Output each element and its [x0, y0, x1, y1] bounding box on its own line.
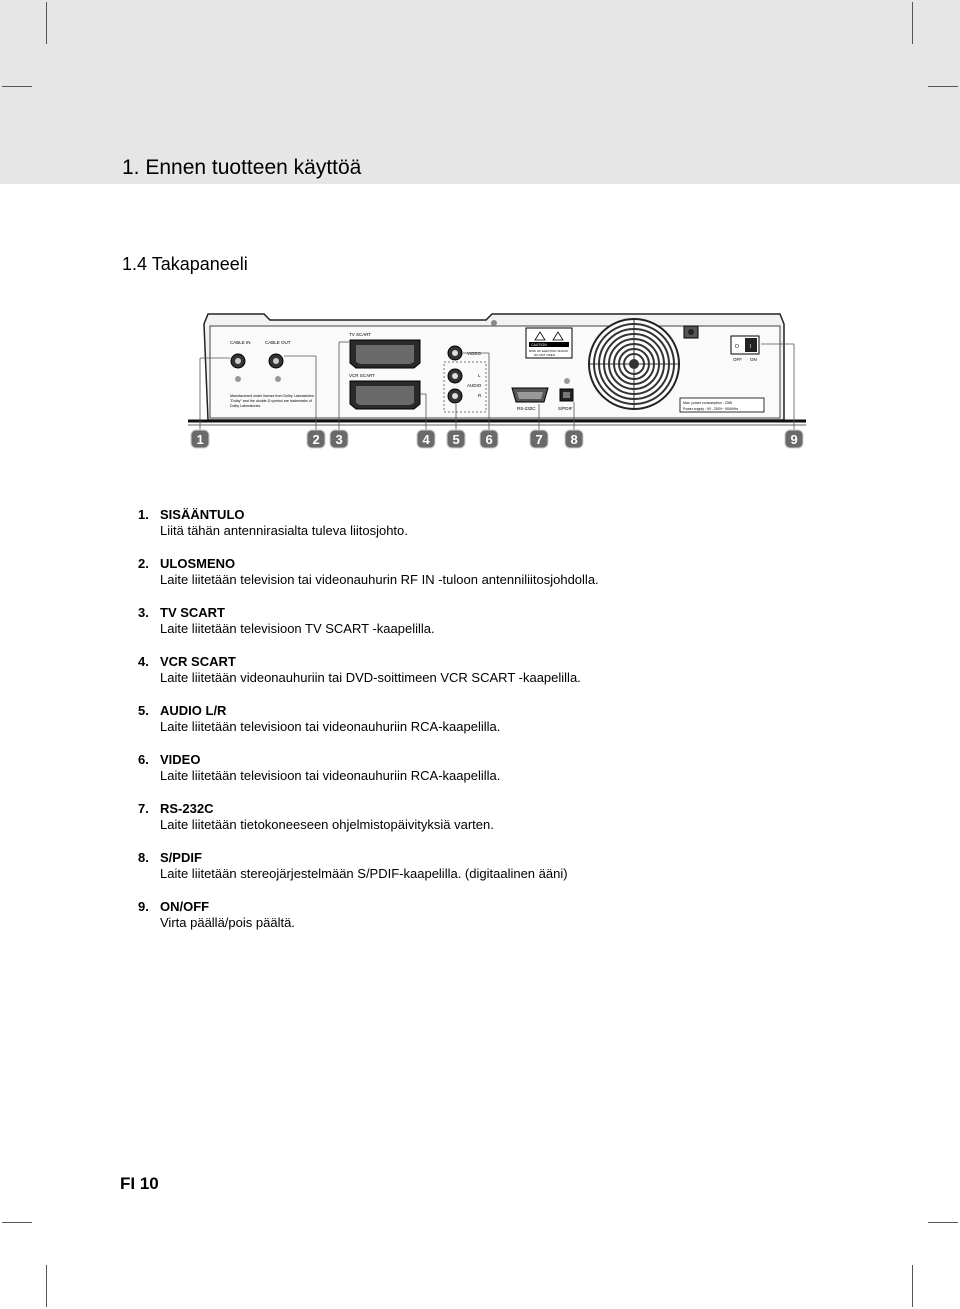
item-description: Laite liitetään televisioon TV SCART -kaapelilla. — [160, 621, 435, 636]
item-number: 3. — [138, 605, 149, 620]
svg-text:6: 6 — [485, 432, 493, 447]
cable-out-label: CABLE OUT — [265, 340, 291, 345]
dolby-notice-line: Manufactured under license from Dolby Laboratories. — [230, 394, 315, 398]
list-item — [138, 752, 898, 784]
svg-text:9: 9 — [790, 432, 798, 447]
svg-text:O: O — [735, 344, 739, 350]
svg-text:5: 5 — [452, 432, 460, 447]
callout-6 — [480, 430, 498, 448]
item-description: Laite liitetään televisioon tai videonauhuriin RCA-kaapelilla. — [160, 768, 501, 783]
callout-7 — [530, 430, 548, 448]
item-title: SISÄÄNTULO — [160, 507, 245, 522]
item-description: Laite liitetään videonauhuriin tai DVD-soittimeen VCR SCART -kaapelilla. — [160, 670, 581, 685]
caution-title: CAUTION — [531, 343, 547, 347]
item-description: Laite liitetään television tai videonauhurin RF IN -tuloon antenniliitosjohdolla. — [160, 572, 599, 587]
screw — [491, 320, 497, 326]
list-item — [138, 801, 898, 833]
item-title: ULOSMENO — [160, 556, 236, 571]
dolby-notice-line: Dolby Laboratories. — [230, 404, 262, 408]
page-number: FI 10 — [120, 1174, 159, 1193]
list-item — [138, 556, 898, 588]
item-description: Laite liitetään televisioon tai videonauhuriin RCA-kaapelilla. — [160, 719, 501, 734]
svg-text:3: 3 — [335, 432, 343, 447]
svg-text:2: 2 — [312, 432, 320, 447]
item-number: 1. — [138, 507, 149, 522]
on-label: ON — [750, 357, 757, 362]
list-item — [138, 507, 898, 539]
item-number: 4. — [138, 654, 149, 669]
list-item — [138, 605, 898, 637]
off-label: OFF — [733, 357, 742, 362]
item-title: TV SCART — [160, 605, 225, 620]
audio-r-label: R — [478, 393, 482, 398]
crop-mark — [46, 2, 47, 44]
power-info-line: Power supply : 90 - 250V~ 50/60Hz — [683, 407, 739, 411]
crop-mark — [928, 1222, 958, 1223]
item-description: Liitä tähän antennirasialta tuleva liitosjohto. — [160, 523, 408, 538]
caution-line: RISK OF ELECTRIC SHOCK — [529, 349, 569, 353]
list-item — [138, 703, 898, 735]
screw — [235, 376, 241, 382]
crop-mark — [912, 1265, 913, 1307]
section-title: 1.4 Takapaneeli — [122, 254, 248, 274]
tv-scart-label: TV SCART — [349, 332, 372, 337]
list-item — [138, 654, 898, 686]
item-description: Laite liitetään tietokoneeseen ohjelmistopäivityksiä varten. — [160, 817, 494, 832]
caution-line: DO NOT OPEN — [534, 353, 555, 357]
svg-text:8: 8 — [570, 432, 578, 447]
screw — [564, 378, 570, 384]
callout-9 — [785, 430, 803, 448]
crop-mark — [46, 1265, 47, 1307]
item-title: RS-232C — [160, 801, 214, 816]
item-number: 9. — [138, 899, 149, 914]
video-label: VIDEO — [467, 351, 482, 356]
crop-mark — [928, 86, 958, 87]
svg-text:7: 7 — [535, 432, 543, 447]
audio-l-label: L — [478, 373, 481, 378]
item-number: 2. — [138, 556, 149, 571]
callout-8 — [565, 430, 583, 448]
item-number: 6. — [138, 752, 149, 767]
chapter-title: 1. Ennen tuotteen käyttöä — [122, 156, 362, 179]
rs232c-label: RS-232C — [517, 406, 536, 411]
callout-2 — [307, 430, 325, 448]
list-item — [138, 850, 898, 882]
rear-panel-figure — [186, 306, 808, 458]
svg-text:4: 4 — [422, 432, 430, 447]
dolby-notice-line: "Dolby" and the double-D symbol are trademarks of — [230, 399, 312, 403]
power-info-line: Max. power consumption : 23W — [683, 401, 733, 405]
svg-text:I: I — [750, 344, 752, 350]
audio-label: AUDIO — [467, 383, 482, 388]
callout-3 — [330, 430, 348, 448]
screw — [275, 376, 281, 382]
crop-mark — [2, 86, 32, 87]
crop-mark — [912, 2, 913, 44]
item-description: Laite liitetään stereojärjestelmään S/PDIF-kaapelilla. (digitaalinen ääni) — [160, 866, 568, 881]
item-number: 7. — [138, 801, 149, 816]
item-title: AUDIO L/R — [160, 703, 227, 718]
svg-text:1: 1 — [196, 432, 204, 447]
callout-4 — [417, 430, 435, 448]
connector-description-list — [138, 507, 898, 948]
fan-grille — [589, 319, 679, 409]
item-title: VCR SCART — [160, 654, 236, 669]
item-number: 8. — [138, 850, 149, 865]
item-description: Virta päällä/pois päältä. — [160, 915, 295, 930]
item-title: S/PDIF — [160, 850, 202, 865]
crop-mark — [2, 1222, 32, 1223]
list-item — [138, 899, 898, 931]
item-number: 5. — [138, 703, 149, 718]
cable-in-label: CABLE IN — [230, 340, 251, 345]
callout-1 — [191, 430, 209, 448]
item-title: VIDEO — [160, 752, 201, 767]
spdif-label: S/PDIF — [558, 406, 573, 411]
callout-5 — [447, 430, 465, 448]
item-title: ON/OFF — [160, 899, 210, 914]
vcr-scart-label: VCR SCART — [349, 373, 375, 378]
